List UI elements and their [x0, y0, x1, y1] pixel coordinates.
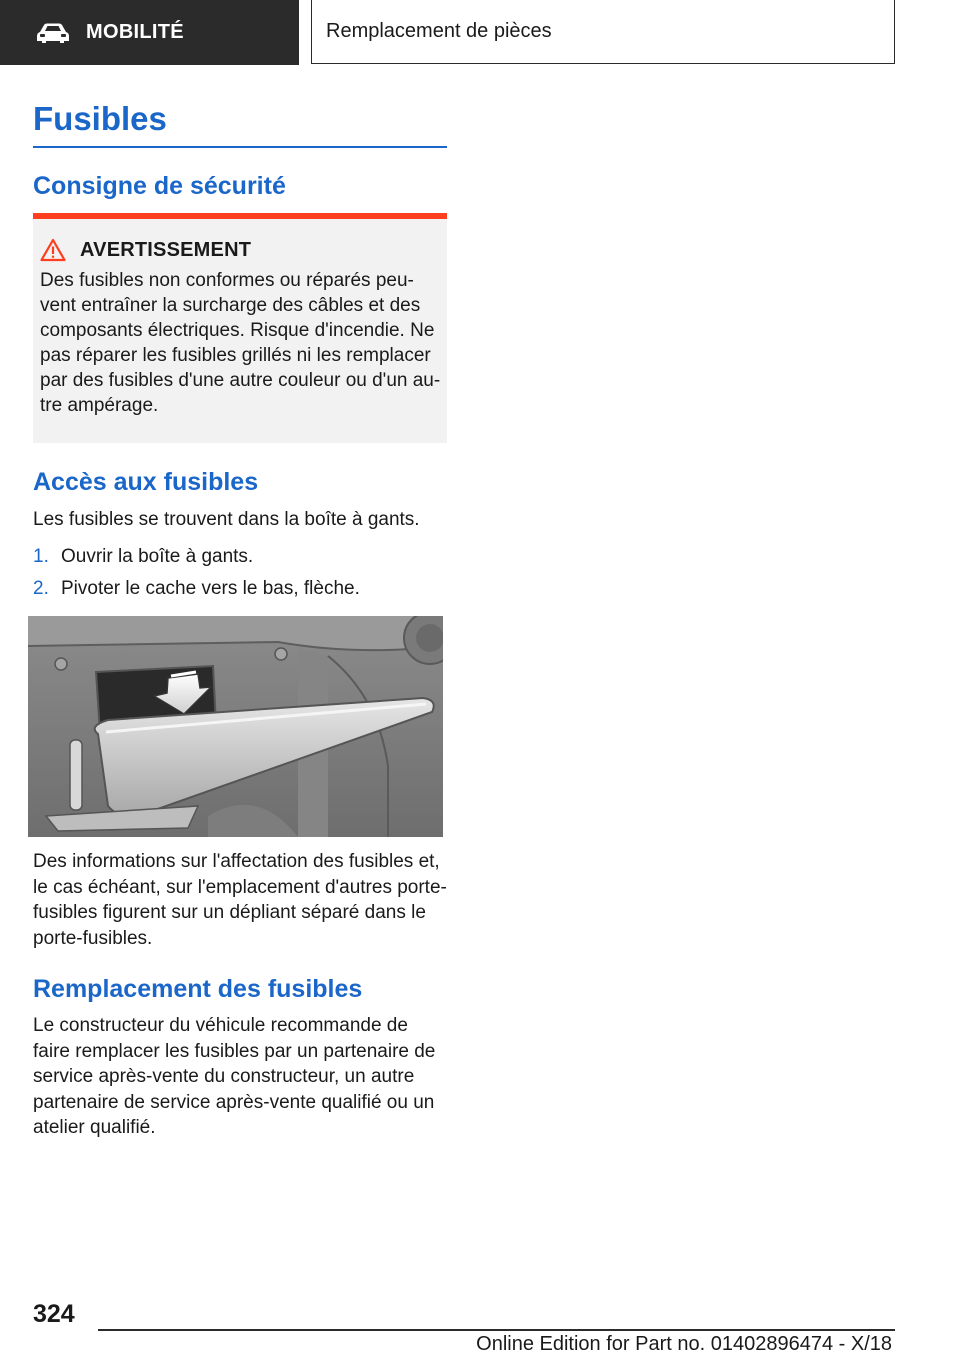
- warning-label: AVERTISSEMENT: [80, 238, 252, 261]
- edition-info: Online Edition for Part no. 01402896474 - X/18: [476, 1333, 892, 1355]
- step-number: 2.: [33, 578, 49, 599]
- chapter-tab[interactable]: [311, 0, 895, 64]
- warning-triangle-icon: [40, 238, 66, 262]
- section-tab[interactable]: [0, 0, 299, 65]
- footer-divider: [98, 1329, 895, 1331]
- glove-box-illustration: [28, 616, 443, 837]
- access-intro: Les fusibles se trouvent dans la boîte à gants.: [33, 509, 420, 530]
- page-title: Fusibles: [33, 100, 167, 137]
- safety-heading: Consigne de sécurité: [33, 172, 286, 200]
- section-label: MOBILITÉ: [86, 21, 184, 43]
- page-number: 324: [33, 1300, 75, 1328]
- step-text: Ouvrir la boîte à gants.: [61, 546, 254, 567]
- access-note: Des informations sur l'affectation des fusibles et, le cas échéant, sur l'emplacement d'autres porte-fusibles figurent sur un dépliant séparé dans le porte-fusibles.: [33, 851, 447, 949]
- title-divider: [33, 146, 447, 148]
- list-item: [33, 578, 360, 600]
- replace-text: Le constructeur du véhicule recommande de faire remplacer les fusibles par un partenaire de service après-vente du constructeur, un autre partenaire de service après-vente qualifié ou un atelier qualifié.: [33, 1015, 436, 1138]
- chapter-label: Remplacement de pièces: [326, 20, 552, 42]
- list-item: [33, 546, 253, 568]
- car-icon: [36, 22, 70, 44]
- step-number: 1.: [33, 546, 49, 567]
- access-heading: Accès aux fusibles: [33, 468, 259, 496]
- warning-text: Des fusibles non conformes ou réparés peu-vent entraîner la surcharge des câbles et des composants électriques. Risque d'incendie. Ne pas réparer les fusibles grillés ni les remplacer par des fusibles d'une autre couleur ou d'un au-tre ampérage.: [40, 270, 441, 416]
- warning-title: [40, 238, 251, 262]
- step-text: Pivoter le cache vers le bas, flèche.: [61, 578, 360, 599]
- replace-heading: Remplacement des fusibles: [33, 975, 363, 1003]
